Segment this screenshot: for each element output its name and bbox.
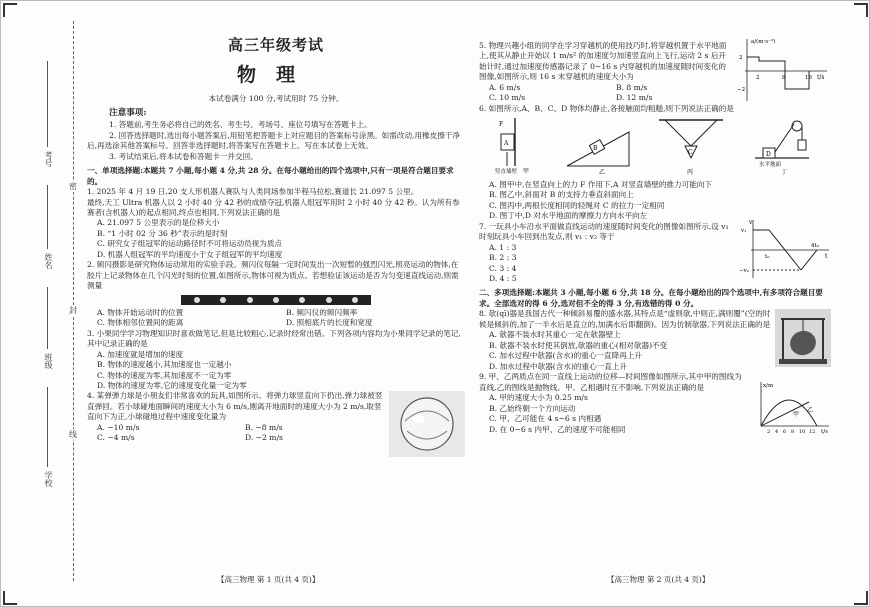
graph-tick: 16 <box>805 75 812 81</box>
question-block <box>479 309 831 372</box>
pulley <box>792 121 802 131</box>
rope <box>775 124 794 152</box>
option: D. −2 m/s <box>245 433 283 443</box>
strobe-dot <box>247 297 253 303</box>
graph-ytick: 2 <box>739 55 743 61</box>
option: B. 2 : 3 <box>489 253 517 263</box>
strobe-dot <box>220 297 226 303</box>
strobe-dot <box>194 297 200 303</box>
option: C. 3 : 4 <box>489 263 517 273</box>
option: A. 加速度就是增加的速度 <box>97 349 184 359</box>
option: C. 物体的速度为零,其加速度不一定为零 <box>97 370 232 380</box>
option: D. 在 0~6 s 内甲、乙的速度不可能相同 <box>489 424 626 434</box>
acceleration-time-graph <box>737 35 831 105</box>
graph-tick: 2 <box>756 75 760 81</box>
force-diagrams-figure <box>479 114 831 176</box>
option: A. 21.097 5 公里表示的是位移大小 <box>97 218 220 228</box>
school-field <box>47 387 48 467</box>
option: B. 物体的速度越小,其加速度也一定越小 <box>97 360 232 370</box>
graph-label: −v₂ <box>739 267 749 274</box>
strobe-photo-figure <box>181 295 371 305</box>
class-field <box>47 287 48 349</box>
school-label: 学校 <box>44 471 54 487</box>
notice-item: 1. 答题前,考生务必将自己的姓名、考生号、考场号、座位号填写在答题卡上。 <box>109 120 372 130</box>
page-footer-right: 【高三物理 第 2 页(共 4 页)】 <box>607 575 710 584</box>
option: D. 图丁中,D 对水平地面的摩擦力方向水平向左 <box>489 211 648 221</box>
question-stem: 9. 甲、乙两质点在同一直线上运动的位移—时间图像如图所示,其中甲的图线为直线,乙的图线是抛物线。甲、乙相遇时互不影响,下列说法正确的是 <box>479 372 742 392</box>
graph-tick: 10 <box>799 429 806 435</box>
option: C. 物体相邻位置间的距离 <box>97 318 184 328</box>
option: A. 1 : 3 <box>489 242 517 252</box>
wall-caption: 竖直墙壁 <box>495 169 518 176</box>
seal-mark: 密 <box>69 182 77 191</box>
option: D. 照相底片的长度和宽度 <box>286 318 373 328</box>
question-stem: 8. 欹(qī)器是我国古代一种倾斜易覆的盛水器,其特点是“虚则欹,中则正,满则覆”(空的时候是倾斜的,加了一半水后是直立的,加满水后即翻倒)。因为仿制欹器,下列说法正确的是 <box>479 309 771 329</box>
bouncy-ball-photo <box>389 391 465 457</box>
graph-ylabel: a/(m·s⁻²) <box>751 39 776 45</box>
question-stem: 5. 物理兴趣小组的同学在学习穿越机的使用技巧时,将穿越机置于水平地面上,使其从静止开始以 1 m/s² 的加速度匀加速竖直向上飞行,运动 2 s 后开始计时,通过加速度传感器记录了 0~16 s 内穿越机的加速度随时间变化的图像,如图所示,则 16 s 末穿越机的速度大小为 <box>479 41 727 82</box>
option: B. 图乙中,斜面对 B 的支持力垂直斜面向上 <box>489 190 634 200</box>
question-stem: 2. 频闪摄影是研究物体运动常用的实验手段。频闪仪每隔一定时间发出一次短暂的强烈闪光,照亮运动的物体,在胶片上记录物体在几个闪光时刻的位置,如图所示,物体可视为质点。若想验证该运动是否为匀变速直线运动,则需测量 <box>87 260 459 291</box>
option: B. 8 m/s <box>616 82 648 92</box>
binding-dash-line <box>73 21 74 581</box>
option: A. 6 m/s <box>489 82 521 92</box>
option: C. 研究女子组冠军的运动路径时不可将运动员视为质点 <box>97 239 283 249</box>
graph-label: 4t₀ <box>811 242 819 249</box>
velocity-time-graph <box>739 218 831 280</box>
graph-tick: 8 <box>791 429 795 435</box>
strobe-dot <box>299 297 305 303</box>
option: C. 加水过程中欹器(含水)的重心一直降再上升 <box>489 351 642 361</box>
graph-ytick: −2 <box>737 87 746 93</box>
exam-meta: 本试卷满分 100 分,考试用时 75 分钟。 <box>208 93 344 103</box>
seal-mark: 封 <box>69 306 77 315</box>
question-stem: 3. 小果同学学习物理知识时喜欢做笔记,但是比较粗心,记录时经常出错。下列各项内容均为小果同学记录的笔记,其中记录正确的是 <box>87 328 461 349</box>
option: A. −10 m/s <box>97 422 140 432</box>
option: C. 10 m/s <box>489 93 526 103</box>
subject-title: 物理 <box>236 63 315 86</box>
graph-tick: 4 <box>775 429 779 435</box>
option: B. “1 小时 02 分 36 秒”表示的是时刻 <box>97 228 228 238</box>
option: D. 4 : 5 <box>489 273 517 283</box>
question-block <box>479 218 831 285</box>
left-column <box>87 37 465 444</box>
question-block <box>479 41 831 104</box>
block-c-label: C <box>688 149 693 157</box>
binding-strip <box>1 1 93 607</box>
question-block <box>87 391 465 443</box>
name-label: 姓名 <box>44 253 54 269</box>
question-block <box>479 372 831 435</box>
graph-label: v <box>749 218 753 226</box>
ground-caption: 水平地面 <box>759 162 782 169</box>
option: B. 频闪仪的频闪频率 <box>286 307 358 317</box>
notice-title: 注意事项: <box>109 108 147 119</box>
graph-tick: 6 <box>783 429 787 435</box>
graph-label: v₁ <box>741 227 747 234</box>
notice-item: 2. 回答选择题时,选出每小题答案后,用铅笔把答题卡上对应题目的答案标号涂黑。如需改动,用橡皮擦干净后,再选涂其他答案标号。回答非选择题时,将答案写在答题卡上。写在本试卷上无效。 <box>87 130 461 151</box>
option: B. −8 m/s <box>245 422 283 432</box>
graph-label: t <box>825 252 828 260</box>
option: C. −4 m/s <box>97 433 135 443</box>
class-label: 班级 <box>44 353 54 369</box>
graph-tick: 2 <box>767 429 771 435</box>
right-column <box>479 41 831 435</box>
option: D. 物体的速度为零,它的速度变化量一定为零 <box>97 381 247 391</box>
block-b-label: B <box>593 145 598 153</box>
option: B. 欹器不装水时使其倒放,欹器的重心(相对欹器)不变 <box>489 340 668 350</box>
graph-label: t₀ <box>765 253 770 260</box>
graph-line <box>801 250 817 270</box>
question-stem: 4. 某弹弹力球是小朋友们非常喜欢的玩具,如图所示。将弹力球竖直向下扔出,弹力球被竖直弹回。若小球碰地面瞬间的速度大小为 6 m/s,刚离开地面时的速度大小为 2 m/s,取竖直向下为正,小球碰地过程中速度变化量为 <box>87 391 383 422</box>
graph-label: 甲 <box>793 411 800 419</box>
option-grid <box>479 83 733 104</box>
seal-mark: 线 <box>69 430 77 439</box>
rope <box>691 120 717 146</box>
exam-title: 高三年级考试 <box>227 36 324 54</box>
name-field <box>47 185 48 249</box>
figure-label-jia: 甲 <box>523 168 530 176</box>
option: D. 12 m/s <box>616 93 653 103</box>
strobe-dot <box>326 297 332 303</box>
hanging-weight <box>798 140 806 150</box>
question-stem: 1. 2025 年 4 月 19 日,20 支人形机器人赛队与人类同场参加半程马拉松,赛道长 21.097 5 公里。 <box>87 187 419 197</box>
qiqi-vessel-photo <box>775 309 831 367</box>
figure-label-ding: 丁 <box>781 169 788 177</box>
exam-number-field <box>47 61 48 147</box>
option: C. 图丙中,两根长度相同的轻绳对 C 的拉力一定相同 <box>489 200 665 210</box>
option: A. 甲的速度大小为 0.25 m/s <box>489 393 588 403</box>
graph-label: t/s <box>821 429 828 435</box>
graph-xlabel: t/s <box>817 74 825 81</box>
exam-number-label: 考号 <box>44 151 54 167</box>
graph-label: 乙 <box>807 407 814 415</box>
question-stem: 6. 如图所示,A、B、C、D 物体均静止,各接触面均粗糙,则下列说法正确的是 <box>479 103 734 113</box>
crop-mark <box>866 591 868 605</box>
block-d-label: D <box>766 151 771 159</box>
section-heading: 二、多项选择题:本题共 3 小题,每小题 6 分,共 18 分。在每小题给出的四个选项中,有多项符合题目要求。全部选对的得 6 分,选对但不全的得 3 分,有选错的得 0 分。 <box>479 288 823 308</box>
figure-label-yi: 乙 <box>599 169 606 177</box>
page-footer-left: 【高三物理 第 1 页(共 4 页)】 <box>217 575 320 584</box>
option-grid <box>87 423 383 444</box>
option: A. 图甲中,在竖直向上的力 F 作用下,A 对竖直墙壁的推力可能向下 <box>489 179 712 189</box>
section-heading: 一、单项选择题:本题共 7 小题,每小题 4 分,共 28 分。在每小题给出的四个选项中,只有一项是符合题目要求的。 <box>87 166 454 186</box>
strobe-dot <box>273 297 279 303</box>
option: A. 物体开始运动时的位置 <box>97 307 184 317</box>
option: C. 甲、乙可能在 4 s~6 s 内相遇 <box>489 414 602 424</box>
rope <box>665 120 691 146</box>
position-time-graph <box>751 380 831 434</box>
option-grid <box>87 308 465 329</box>
option: A. 欹器不装水时其重心一定在欹器壁上 <box>489 330 621 340</box>
strobe-dot <box>352 297 358 303</box>
option: D. 加水过程中欹器(含水)的重心一直上升 <box>489 361 628 371</box>
crop-mark <box>866 3 868 17</box>
graph-tick: 8 <box>782 75 786 81</box>
force-label: F <box>499 121 504 129</box>
question-stem: 最终,天工 Ultra 机器人以 2 小时 40 分 42 秒的成绩夺冠,机器人组冠军用时 2 小时 40 分 42 秒。认为所有参赛者(含机器人)的起点相同,终点也相同,下列说法正确的是 <box>87 197 460 217</box>
option: B. 乙始终朝一个方向运动 <box>489 403 576 413</box>
block-a-label: A <box>504 140 509 148</box>
graph-label: x/m <box>763 383 774 390</box>
figure-label-bing: 丙 <box>687 169 694 177</box>
question-stem: 7. 一玩具小车沿水平面做直线运动的速度随时间变化的图像如图所示,设 v₁ 时刻玩具小车回到出发点,则 v₁ : v₂ 等于 <box>479 221 729 242</box>
graph-tick: 12 <box>809 429 816 435</box>
graph-line <box>747 57 785 71</box>
option: D. 机器人组冠军的平均速度小于女子组冠军的平均速度 <box>97 249 283 259</box>
notice-item: 3. 考试结束后,将本试卷和答题卡一并交回。 <box>109 151 258 161</box>
